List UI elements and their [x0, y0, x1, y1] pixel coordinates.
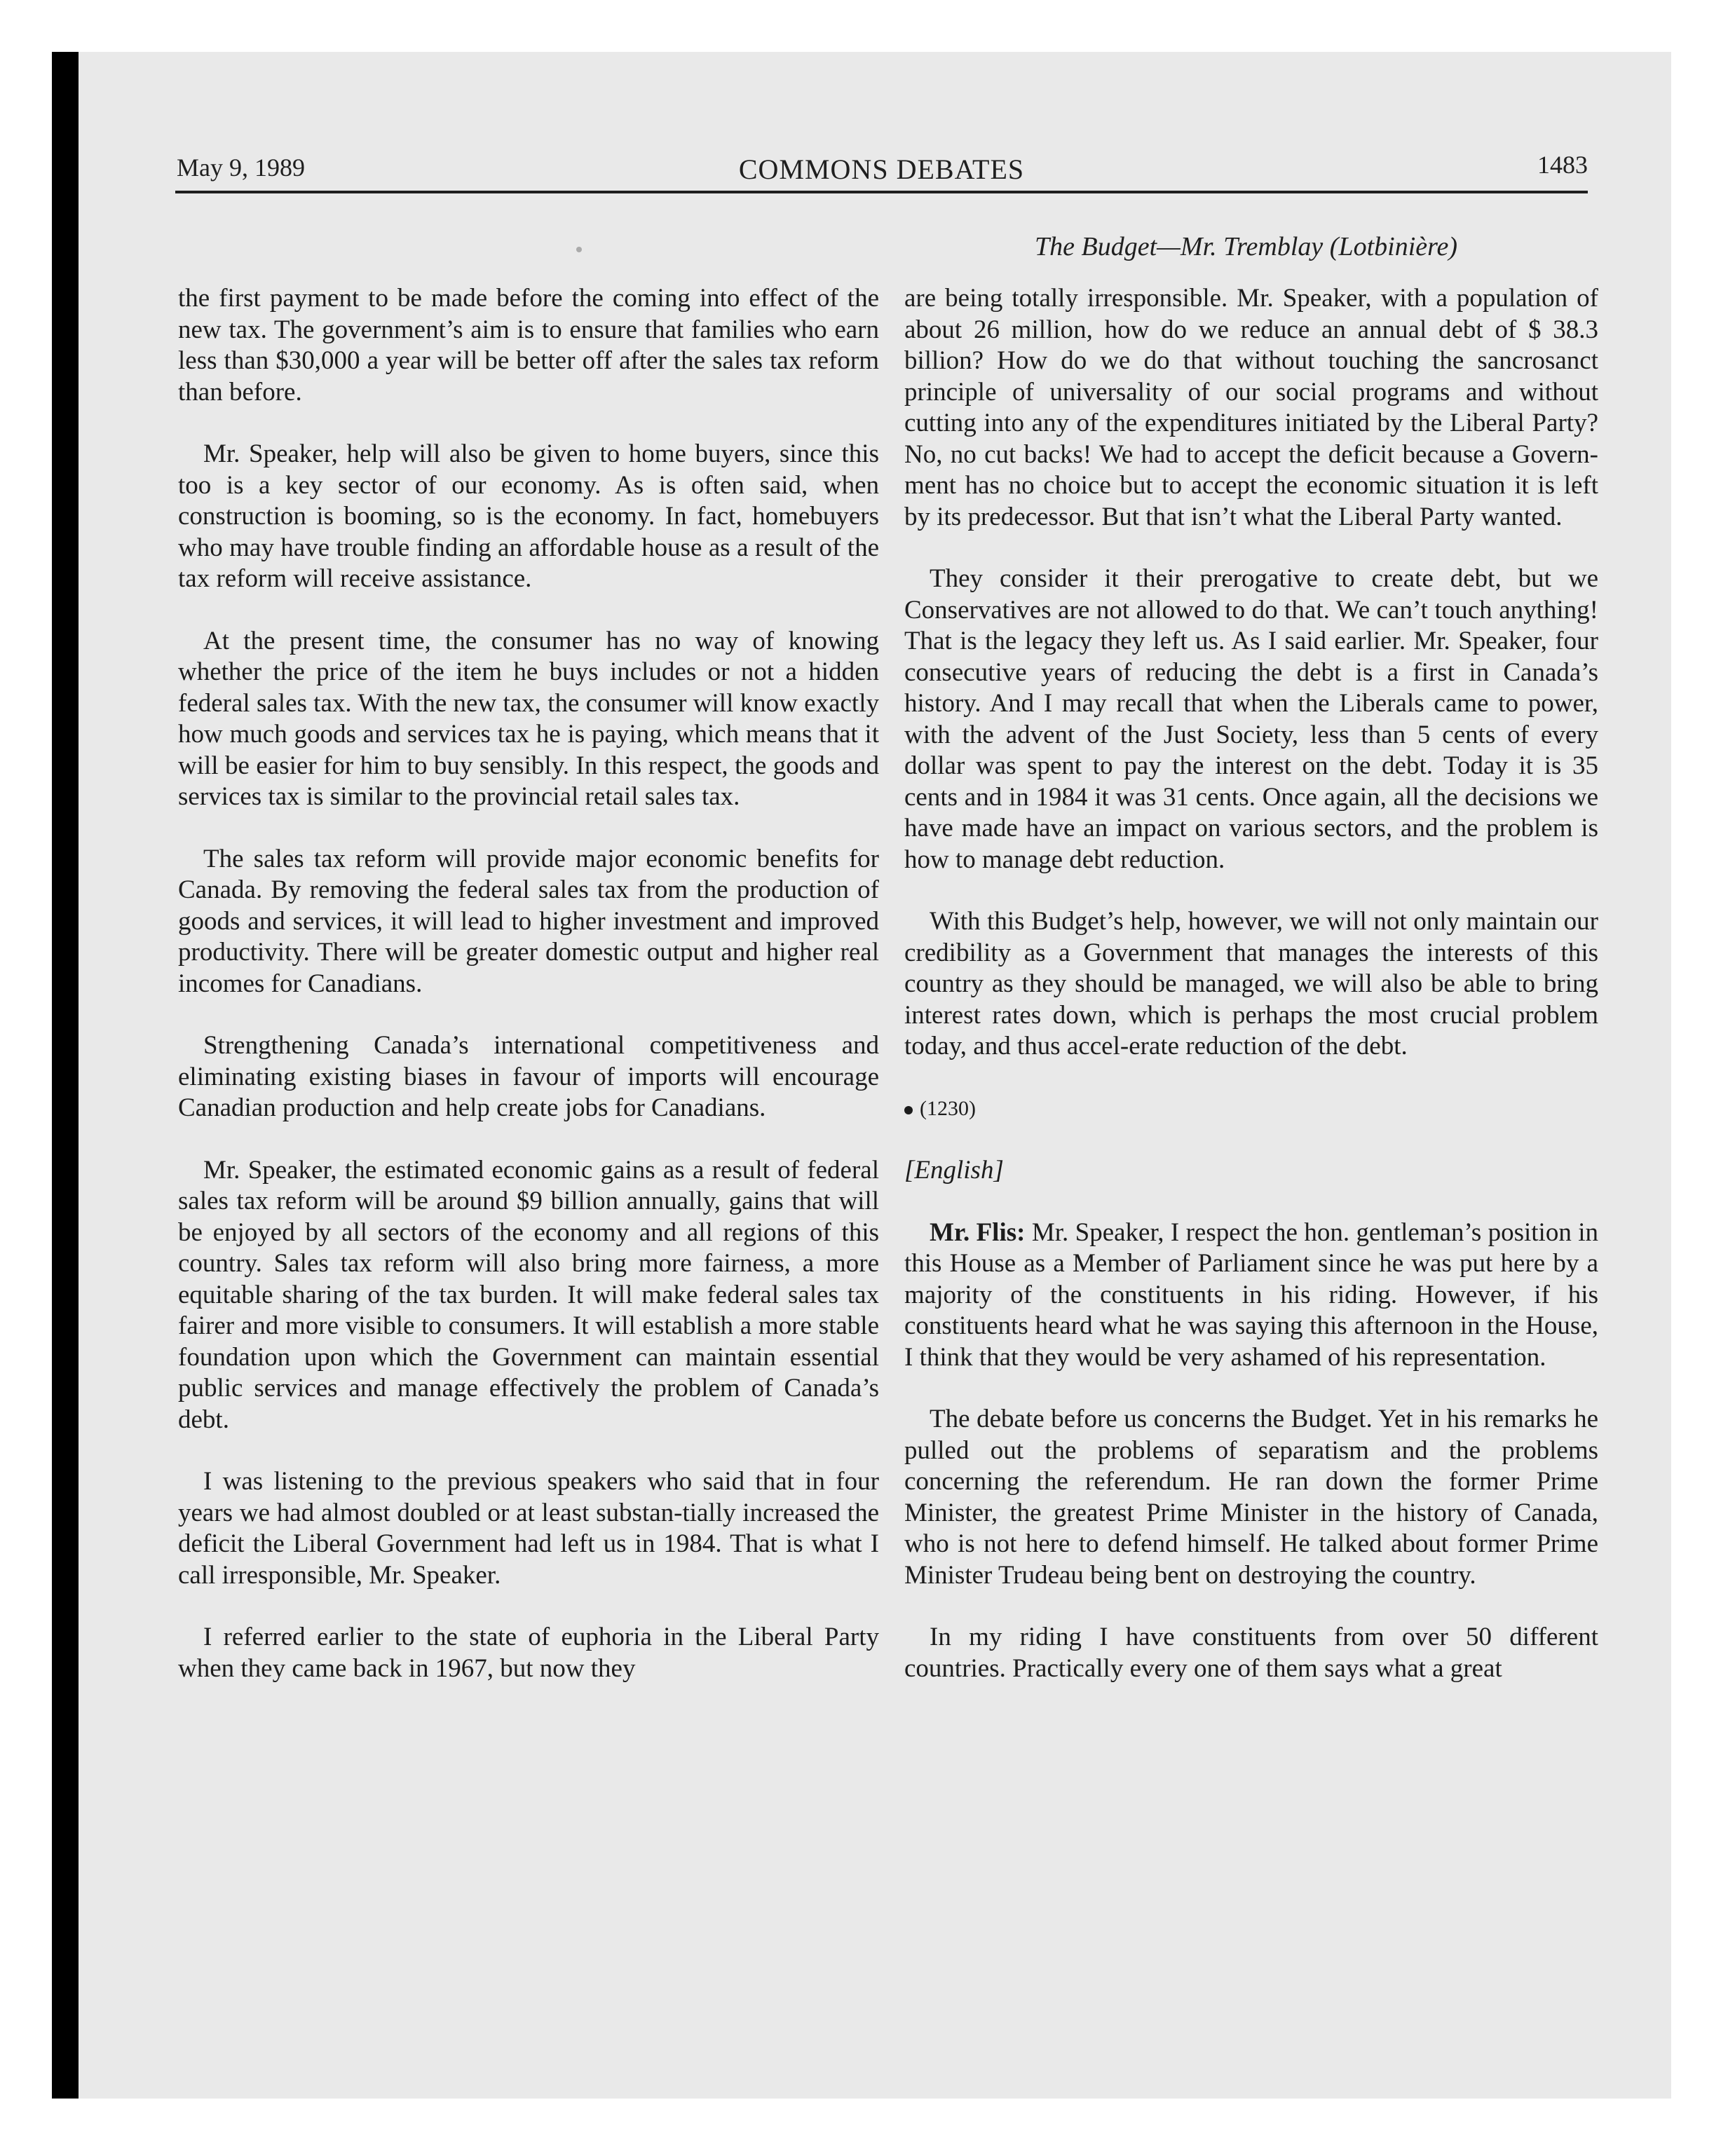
- speaker-paragraph: [904, 1217, 1598, 1374]
- speaker-name: Mr. Flis:: [930, 1217, 1026, 1247]
- paragraph: are being totally irresponsible. Mr. Speaker, with a population of about 26 million, how do we reduce an annual debt of $ 38.3 billion? How do we do that without touching the sancrosanct principle of universality of our social programs and without cutting into any of the expenditures initiated by the Liberal Party? No, no cut backs! We had to accept the deficit because a Govern-ment has no choice but to accept the economic situation it is left by its predecessor. But that isn’t what the Liberal Party wanted.: [904, 284, 1598, 531]
- paragraph: The sales tax reform will provide major economic benefits for Canada. By removing the federal sales tax from the production of goods and services, it will lead to higher investment and improved productivity. There will be greater domestic output and higher real incomes for Canadians.: [178, 844, 879, 998]
- time-marker-label: (1230): [920, 1096, 976, 1120]
- paragraph: the first payment to be made before the coming into effect of the new tax. The government’s aim is to ensure that families who earn less than $30,000 a year will be better off after the sales tax reform than before.: [178, 284, 879, 407]
- paragraph: I was listening to the previous speakers who said that in four years we had almost doubled or at least substan-tially increased the deficit the Liberal Government had left us in 1984. That is what I call irresponsible, Mr. Speaker.: [178, 1467, 879, 1590]
- scan-speck: [576, 247, 582, 252]
- running-head: The Budget—Mr. Tremblay (Lotbinière): [1034, 232, 1458, 261]
- language-tag: [English]: [904, 1156, 1004, 1185]
- page-header: [175, 150, 1588, 193]
- header-journal-title: COMMONS DEBATES: [738, 153, 1025, 185]
- paragraph: Mr. Speaker, help will also be given to home buyers, since this too is a key sector of our economy. As is often said, when construction is booming, so is the economy. In fact, homebuyers who may have trouble finding an affordable house as a result of the tax reform will receive assistance.: [178, 439, 879, 593]
- paragraph: The debate before us concerns the Budget. Yet in his remarks he pulled out the problems of separatism and the problems concerning the referendum. He ran down the former Prime Minister, the greatest Prime Minister in the history of Canada, who is not here to defend himself. He talked about former Prime Minister Trudeau being bent on destroying the country.: [904, 1405, 1598, 1590]
- paragraph: They consider it their prerogative to create debt, but we Conservatives are not allowed to do that. We can’t touch anything! That is the legacy they left us. As I said earlier. Mr. Speaker, four consecutive years of reducing the debt is a first in Canada’s history. And I may recall that when the Liberals came to power, with the advent of the Just Society, less than 5 cents of every dollar was spent to pay the interest on the debt. Today it is 35 cents and in 1984 it was 31 cents. Once again, all the decisions we have made have an impact on various sectors, and the problem is how to manage debt reduction.: [904, 564, 1598, 874]
- paragraph: Strengthening Canada’s international competitiveness and eliminating existing biases in favour of imports will encourage Canadian production and help create jobs for Canadians.: [178, 1031, 879, 1122]
- paragraph: I referred earlier to the state of euphoria in the Liberal Party when they came back in 1967, but now they: [178, 1623, 879, 1683]
- paragraph: In my riding I have constituents from over 50 different countries. Practically every one of them says what a great: [904, 1623, 1598, 1683]
- header-date: May 9, 1989: [177, 153, 305, 182]
- right-column: [904, 283, 1598, 1715]
- header-page-number: 1483: [1537, 151, 1588, 179]
- time-marker: [904, 1093, 1598, 1125]
- speaker-text: Mr. Speaker, I respect the hon. gentleman’s position in this House as a Member of Parliament since he was put here by a majority of the constituents in his riding. However, if his constituents heard what he was saying this afternoon in the House, I think that they would be very ashamed of his representation.: [904, 1217, 1598, 1372]
- paragraph: At the present time, the consumer has no way of knowing whether the price of the item he buys includes or not a hidden federal sales tax. With the new tax, the consumer will know exactly how much goods and services tax he is paying, which means that it will be easier for him to buy sensibly. In this respect, the goods and services tax is similar to the provincial retail sales tax.: [178, 626, 879, 811]
- bullet-icon: [904, 1106, 913, 1114]
- paragraph: Mr. Speaker, the estimated economic gains as a result of federal sales tax reform will be around $9 billion annually, gains that will be enjoyed by all sectors of the economy and all regions of this country. Sales tax reform will also bring more fairness, a more equitable sharing of the tax burden. It will make federal sales tax fairer and more visible to consumers. It will establish a more stable foundation upon which the Government can maintain essential public services and manage effectively the problem of Canada’s debt.: [178, 1155, 879, 1434]
- left-column: [178, 283, 879, 1715]
- paragraph: With this Budget’s help, however, we will not only maintain our credibility as a Government that manages the interests of this country as they should be managed, we will also be able to bring interest rates down, which is perhaps the most crucial problem today, and thus accel-erate reduction of the debt.: [904, 907, 1598, 1060]
